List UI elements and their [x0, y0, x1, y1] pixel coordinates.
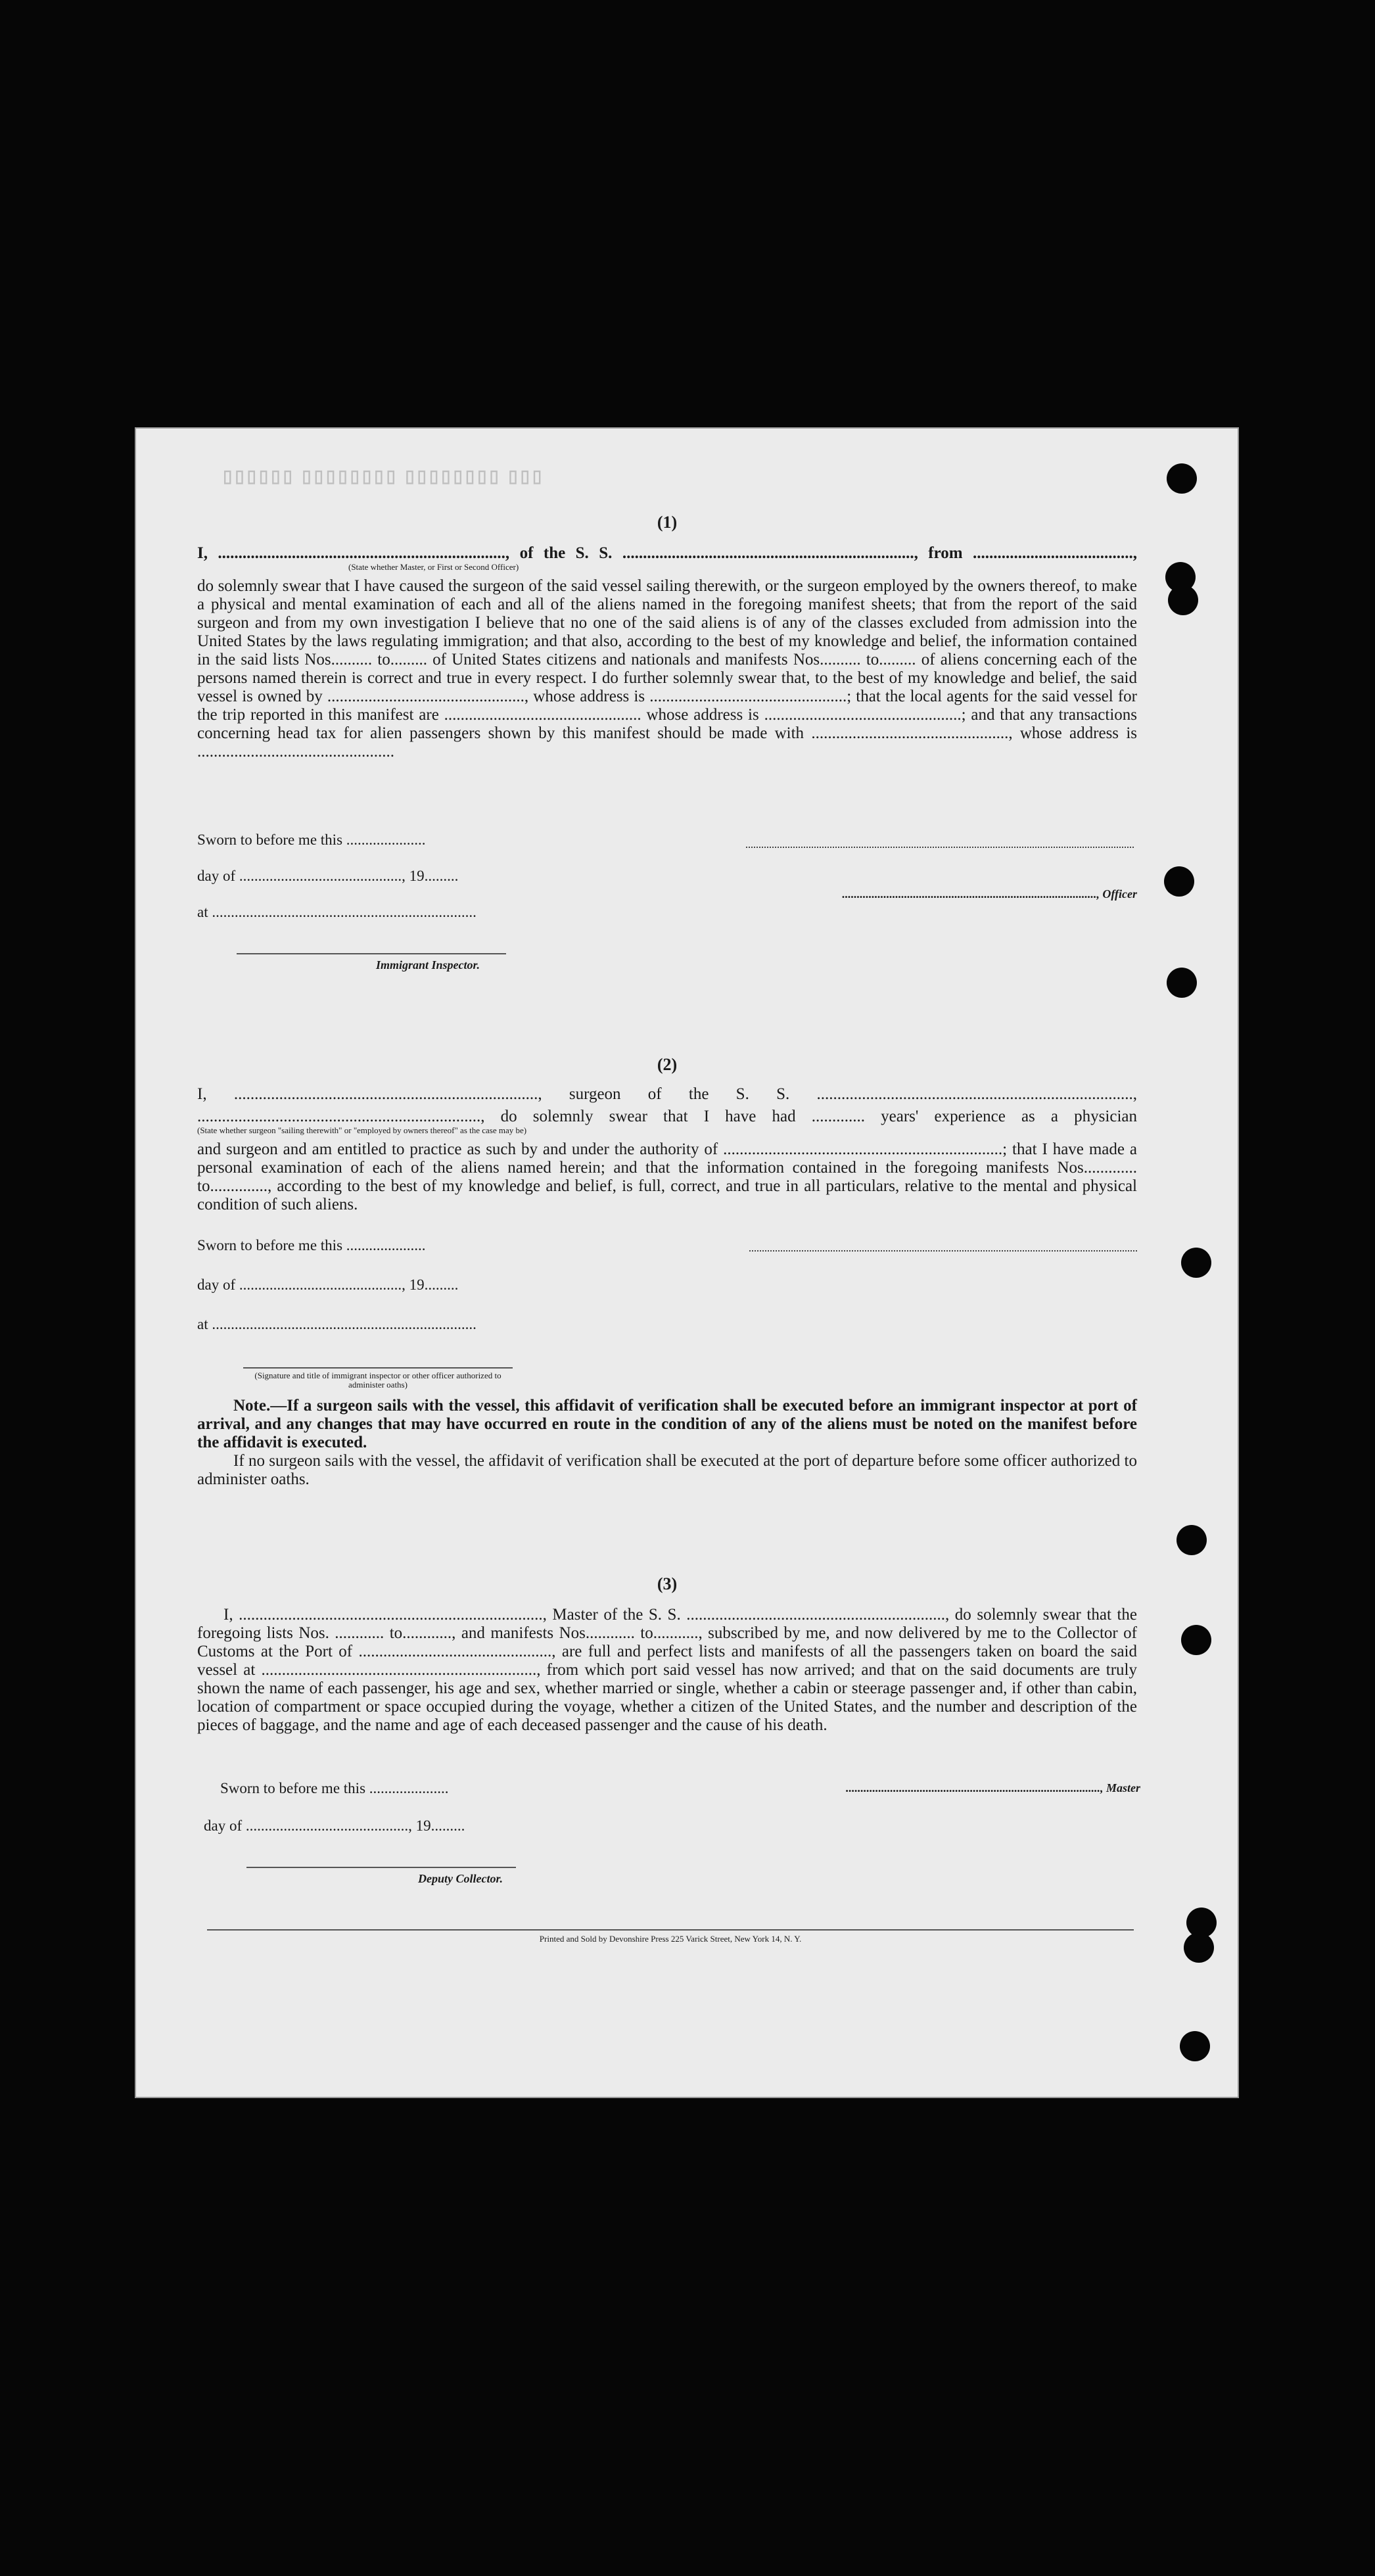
section-3-body: I, .........................................................................., Master of the S. S. ..............................................................., do solemnly swear that the foregoing lists Nos. ............ to............, and manifests Nos............ to..........., subscribed by me, and now delivered by me to the Collector of Customs at the Port of ..............................................., are full and perfect lists and manifests of all the passengers taken on board the said vessel at ..................................................................., from which port said vessel has now arrived; and that on the said documents are truly shown the name of each passenger, his age and sex, whether married or single, whether a cabin or steerage passenger and, if other than cabin, location of compartment or space occupied during the voyage, whether a citizen of the United States, and the number and description of the pieces of baggage, and the name and age of each deceased passenger and the cause of his death.	[197, 1606, 1137, 1734]
section-3	[197, 1574, 1137, 1735]
section-1-inspector: Immigrant Inspector.	[375, 958, 480, 972]
section-2-note: (State whether surgeon "sailing therewith" or "employed by owners thereof" as the case may be)	[197, 1125, 527, 1135]
punch-hole	[1184, 1932, 1214, 1963]
section-2-signature-line	[749, 1237, 1137, 1252]
punch-hole	[1164, 866, 1194, 897]
section-2-opening: I, .........................................................................., surgeon of the S. S. .............................................................................,	[197, 1085, 1137, 1103]
section-2-body: and surgeon and am entitled to practice as such by and under the authority of ....................................................................; that I have made a personal examination of each of the aliens named herein; and that the information contained in the foregoing manifests Nos............. to.............., according to the best of my knowledge and belief, is full, correct, and true in all particulars, relative to the mental and physical condition of such aliens.	[197, 1140, 1137, 1213]
section-2-sig-line	[243, 1367, 513, 1369]
footer-rule	[207, 1929, 1134, 1931]
section-3-collector: Deputy Collector.	[418, 1872, 503, 1885]
section-1-number: (1)	[657, 513, 678, 532]
section-2-note-paragraph-2: If no surgeon sails with the vessel, the affidavit of verification shall be executed at the port of departure before some officer authorized to administer oaths.	[197, 1452, 1137, 1488]
punch-hole	[1181, 1625, 1211, 1655]
section-3-day: day of ..........................................., 19.........	[204, 1817, 465, 1834]
note-label: Note.	[233, 1397, 271, 1415]
section-2-note-block	[197, 1397, 1137, 1489]
section-1-officer: ......................................................................................, Officer	[842, 887, 1137, 901]
punch-hole	[1177, 1525, 1207, 1555]
section-1-inspector-line	[237, 953, 506, 954]
section-2-number: (2)	[657, 1055, 678, 1074]
section-1-opening: I, ......................................................................, of the S. S. ......................................................................., from .......................................,	[197, 544, 1137, 562]
printer-imprint: Printed and Sold by Devonshire Press 225 Varick Street, New York 14, N. Y.	[539, 1934, 802, 1944]
section-3-master: ......................................................................................, Master	[845, 1781, 1140, 1794]
section-2-sworn: Sworn to before me this .....................	[197, 1237, 426, 1253]
punch-hole	[1167, 968, 1197, 998]
section-3-number: (3)	[657, 1574, 678, 1593]
section-2	[197, 1055, 1137, 1214]
section-2-day: day of ..........................................., 19.........	[197, 1276, 459, 1293]
section-2-opening-2: ....................................................................., do solemnly swear that I have had ............. years' experience as a physician	[197, 1108, 1137, 1125]
section-2-sig-note: (Signature and title of immigrant inspector or other officer authorized to administer oaths)	[254, 1370, 501, 1390]
punch-hole	[1181, 1248, 1211, 1278]
affidavit-page	[135, 427, 1239, 2098]
note-text: —If a surgeon sails with the vessel, this affidavit of verification shall be executed before an immigrant inspector at port of arrival, and any changes that may have occurred en route in the condition of any of the aliens must be noted on the manifest before the affidavit is executed.	[197, 1397, 1137, 1451]
punch-hole	[1168, 585, 1198, 615]
section-1-day: day of ..........................................., 19.........	[197, 868, 459, 884]
section-1-at: at ......................................................................	[197, 904, 477, 920]
section-3-collector-line	[246, 1867, 516, 1868]
section-2-note-paragraph	[197, 1397, 1137, 1452]
punch-hole	[1180, 2031, 1210, 2061]
section-1-body: do solemnly swear that I have caused the surgeon of the said vessel sailing therewith, or the surgeon employed by the owners thereof, to make a physical and mental examination of each and all of the aliens named in the foregoing manifest sheets; that from the report of the said surgeon and from my own investigation I believe that no one of the said aliens is of any of the classes excluded from admission into the United States by the laws regulating immigration; and that also, according to the best of my knowledge and belief, the information contained in the said lists Nos.......... to......... of United States citizens and nationals and manifests Nos.......... to......... of aliens concerning each of the persons named therein is correct and true in every respect. I do further solemnly swear that, to the best of my knowledge and belief, the said vessel is owned by ................................................, whose address is ................................................; that the local agents for the said vessel for the trip reported in this manifest are ................................................ whose address is ................................................; and that any transactions concerning head tax for alien passengers shown by this manifest should be made with ................................................, whose address is ................................................	[197, 577, 1137, 761]
section-1-signature-line	[746, 833, 1134, 848]
section-1-sworn: Sworn to before me this .....................	[197, 831, 426, 848]
section-3-sworn: Sworn to before me this .....................	[220, 1780, 449, 1796]
section-1-note: (State whether Master, or First or Second Officer)	[348, 562, 519, 572]
punch-hole	[1167, 463, 1197, 494]
section-1	[197, 513, 1137, 761]
section-2-at: at ......................................................................	[197, 1316, 477, 1332]
bleed-through-header: ▯▯▯ ▯▯▯▯▯▯▯▯ ▯▯▯▯▯▯▯▯ ▯▯▯▯▯▯	[220, 467, 542, 486]
